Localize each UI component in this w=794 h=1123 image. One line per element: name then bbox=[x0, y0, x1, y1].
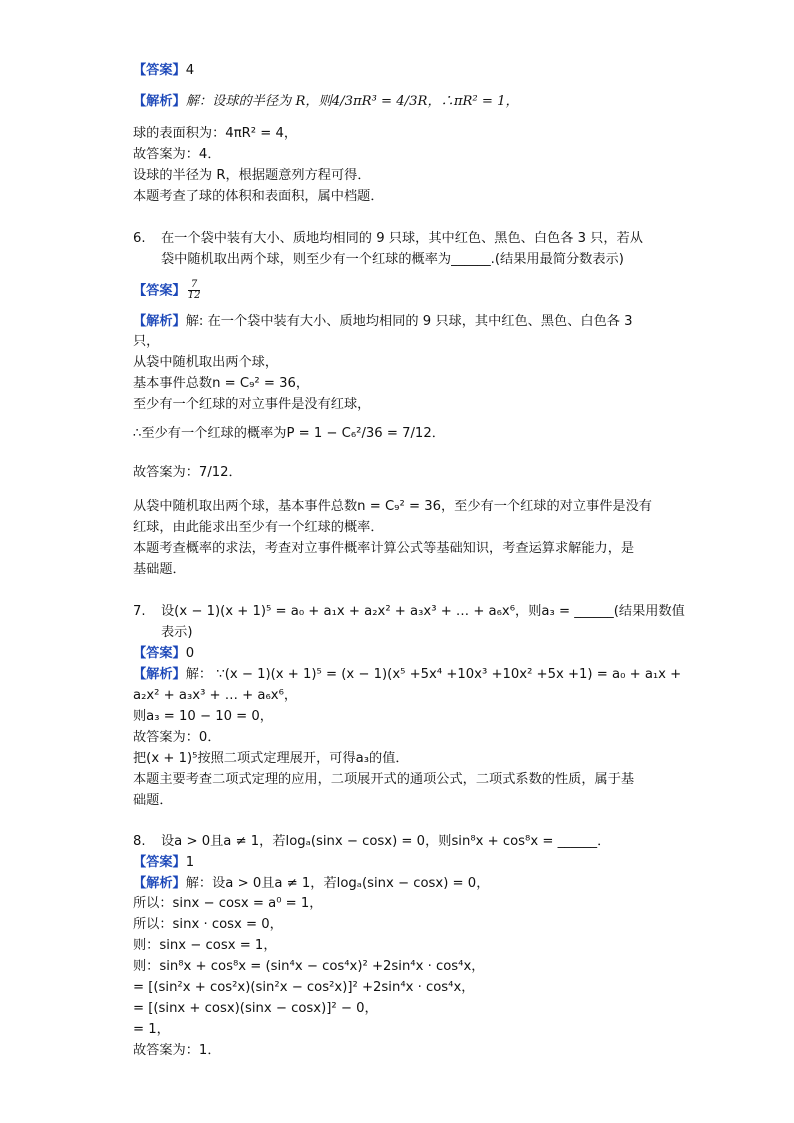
q7-analysis-text: 解： ∵(x − 1)(x + 1)⁵ = (x − 1)(x⁵ +5x⁴ +10x³ +10x² +5x +1) = a₀ + a₁x + bbox=[185, 667, 682, 682]
q8-analysis-text: 解：设a > 0且a ≠ 1，若logₐ(sinx − cosx) = 0， bbox=[185, 876, 490, 891]
q7-analysis-line bbox=[133, 666, 681, 684]
q5-answer: 4 bbox=[185, 63, 195, 78]
answer-tag: 【答案】 bbox=[133, 63, 186, 78]
q8-analysis-line bbox=[133, 875, 489, 893]
q6-answer-line bbox=[133, 280, 202, 301]
q6-line: 只， bbox=[133, 334, 160, 349]
q7-answer: 0 bbox=[185, 646, 195, 661]
q6-line: 故答案为：7/12． bbox=[133, 465, 242, 480]
q5-analysis-line bbox=[133, 93, 519, 111]
q8-line: = [(sin²x + cos²x)(sin²x − cos²x)]² +2sin⁴x · cos⁴x， bbox=[133, 980, 475, 995]
q6-line: 本题考查概率的求法，考查对立事件概率计算公式等基础知识，考查运算求解能力，是 bbox=[133, 541, 635, 556]
analysis-tag: 【解析】 bbox=[133, 667, 186, 682]
q6-line: 基本事件总数n = C₉² = 36， bbox=[133, 376, 310, 391]
q6-stem: 袋中随机取出两个球，则至少有一个红球的概率为______.(结果用最简分数表示) bbox=[161, 252, 624, 267]
q6-line: 从袋中随机取出两个球， bbox=[133, 355, 279, 370]
q5-line: 球的表面积为：4πR² = 4， bbox=[133, 126, 298, 141]
q6-stem: 在一个袋中装有大小、质地均相同的 9 只球，其中红色、黑色、白色各 3 只，若从 bbox=[161, 231, 643, 246]
q7-answer-line bbox=[133, 645, 194, 663]
q8-line: 则：sinx − cosx = 1， bbox=[133, 938, 277, 953]
q7-line: 把(x + 1)⁵按照二项式定理展开，可得a₃的值． bbox=[133, 751, 409, 766]
q6-line: 从袋中随机取出两个球，基本事件总数n = C₉² = 36，至少有一个红球的对立事件是没有 bbox=[133, 499, 652, 514]
q6-line: 红球，由此能求出至少有一个红球的概率． bbox=[133, 520, 384, 535]
q8-answer-line bbox=[133, 854, 194, 872]
answer-tag: 【答案】 bbox=[133, 646, 186, 661]
q8-number: 8. bbox=[133, 834, 146, 849]
q7-line: 则a₃ = 10 − 10 = 0， bbox=[133, 709, 273, 724]
q8-line: 则：sin⁸x + cos⁸x = (sin⁴x − cos⁴x)² +2sin⁴x · cos⁴x， bbox=[133, 959, 485, 974]
q8-line: 所以：sinx − cosx = a⁰ = 1， bbox=[133, 896, 323, 911]
q5-line: 设球的半径为 R，根据题意列方程可得． bbox=[133, 168, 371, 183]
q7-line: 故答案为：0． bbox=[133, 730, 221, 745]
q5-line: 本题考查了球的体积和表面积，属中档题． bbox=[133, 189, 384, 204]
q8-line: 故答案为：1． bbox=[133, 1043, 221, 1058]
q7-stem: 设(x − 1)(x + 1)⁵ = a₀ + a₁x + a₂x² + a₃x³ + … + a₆x⁶，则a₃ = ______(结果用数值 bbox=[161, 604, 685, 619]
q7-stem: 表示) bbox=[161, 625, 193, 640]
analysis-tag: 【解析】 bbox=[133, 876, 186, 891]
q5-line: 故答案为：4． bbox=[133, 147, 221, 162]
answer-tag: 【答案】 bbox=[133, 855, 186, 870]
analysis-tag: 【解析】 bbox=[133, 94, 186, 109]
q6-line: 基础题． bbox=[133, 562, 186, 577]
q8-line: = 1， bbox=[133, 1022, 170, 1037]
q5-analysis-text: 解：设球的半径为 R，则4/3πR³ = 4/3R，∴πR² = 1， bbox=[185, 94, 519, 109]
answer-tag: 【答案】 bbox=[133, 283, 186, 299]
q7-line: 础题． bbox=[133, 793, 173, 808]
analysis-tag: 【解析】 bbox=[133, 314, 186, 329]
q8-line: = [(sinx + cosx)(sinx − cosx)]² − 0， bbox=[133, 1001, 378, 1016]
q6-answer-fraction: $\frac{7}{12}$ bbox=[187, 279, 201, 301]
q8-stem: 设a > 0且a ≠ 1，若logₐ(sinx − cosx) = 0，则sin⁸x + cos⁸x = ______． bbox=[161, 834, 611, 849]
q7-number: 7. bbox=[133, 604, 146, 619]
q7-line: a₂x² + a₃x³ + … + a₆x⁶， bbox=[133, 688, 298, 703]
q6-analysis-line bbox=[133, 313, 633, 331]
q6-line: ∴至少有一个红球的概率为P = 1 − C₆²/36 = 7/12． bbox=[133, 426, 445, 441]
q6-number: 6. bbox=[133, 231, 146, 246]
q8-line: 所以：sinx · cosx = 0， bbox=[133, 917, 283, 932]
q7-line: 本题主要考查二项式定理的应用，二项展开式的通项公式，二项式系数的性质，属于基 bbox=[133, 772, 635, 787]
q5-answer-line bbox=[133, 62, 194, 80]
q8-answer: 1 bbox=[185, 855, 195, 870]
q6-analysis-text: 解: 在一个袋中装有大小、质地均相同的 9 只球，其中红色、黑色、白色各 3 bbox=[185, 314, 633, 329]
q6-line: 至少有一个红球的对立事件是没有红球， bbox=[133, 397, 371, 412]
